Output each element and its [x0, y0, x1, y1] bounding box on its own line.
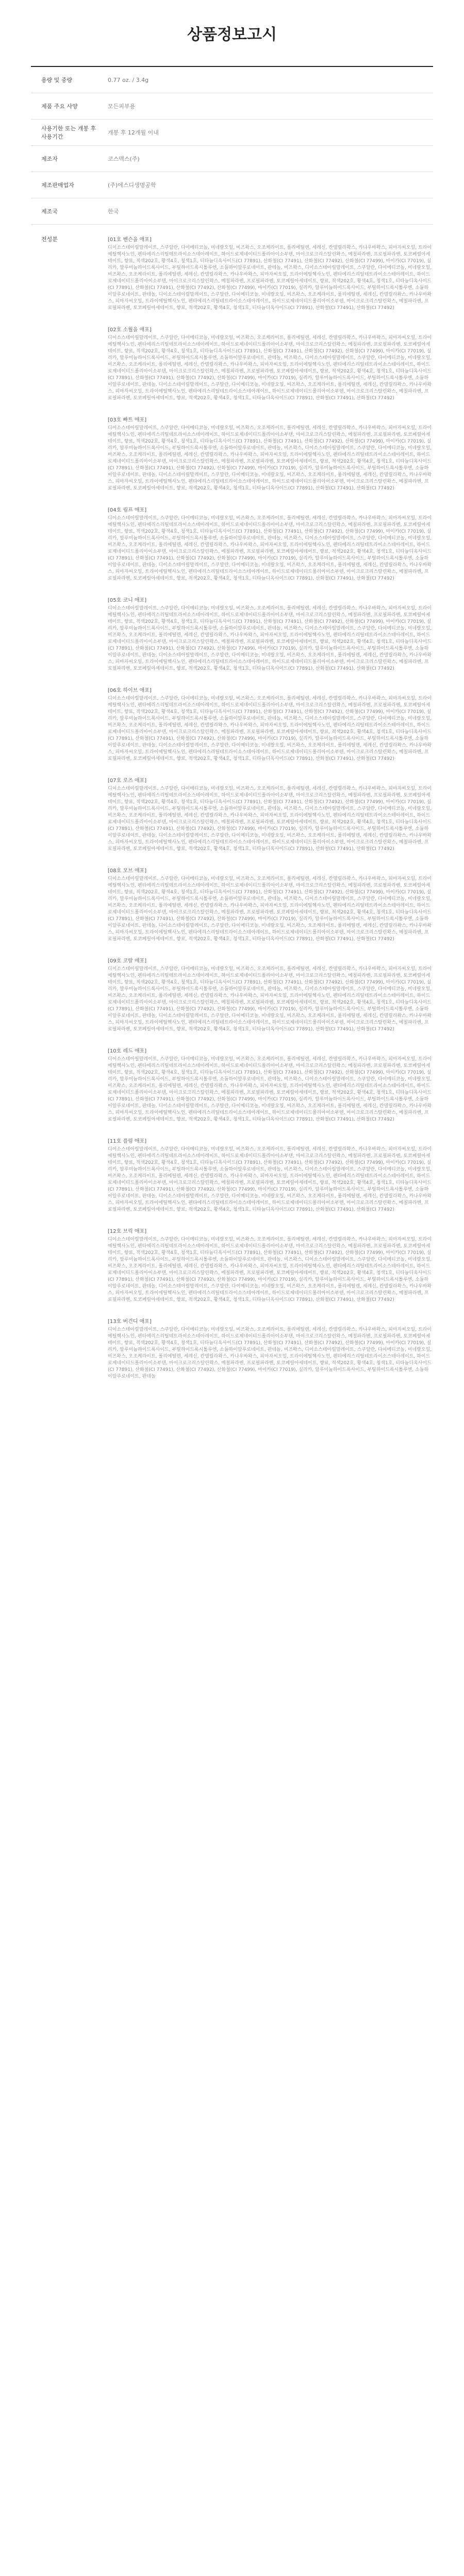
- ingredient-heading: [10호 레드 애포]: [108, 1048, 147, 1054]
- ingredient-body: 디이소스테아릴말레이트, 스쿠알란, 다이메티코놀, 미네랄오일, 비즈왁스, 오조케라이트, 폴리에틸렌, 세레신, 칸델릴라왁스, 카나우바왁스, 피마자씨오일, 트라이에틸헥사노인, 펜타에리스리틸테트라이소스테아레이트, 하이드로제네이티드폴리아이소부텐, 마이크로크리스탈린왁스, 메칠파라벤, 프로필파라벤, 토코페릴아세테이트, 향료, 적색202호, 황색4호, 청색1호, 티타늄디옥사이드(CI 77891), 산화철(CI 77491), 산화철(CI 77492), 산화철(CI 77499), 마이카(CI 77019), 실리카, 알루미늄하이드록사이드, 부틸하이드록시톨루엔, 소듐하이알루로네이트, 판테놀, 비즈왁스, 디이소스테아릴말레이트, 스쿠알란, 다이메티코놀, 미네랄오일, 비즈왁스, 오조케라이트, 폴리에틸렌, 세레신, 칸델릴라왁스, 카나우바왁스, 피마자씨오일, 트라이에틸헥사노인, 펜타에리스리틸테트라이소스테아레이트, 하이드로제네이티드폴리아이소부텐, 마이크로크리스탈린왁스, 메칠파라벤, 프로필파라벤, 토코페릴아세테이트, 향료, 적색202호, 황색4호, 청색1호, 티타늄디옥사이드(CI 77891), 산화철(CI 77491), 산화철(CI 77492), 산화철(CI 77499), 마이카(CI 77019), 실리카, 알루미늄하이드록사이드, 부틸하이드록시톨루엔, 소듐하이알루로네이트, 판테놀, 디이소스테아릴말레이트, 스쿠알란, 다이메티코놀, 미네랄오일, 비즈왁스, 오조케라이트, 폴리에틸렌, 세레신, 칸델릴라왁스, 카나우바왁스, 피마자씨오일, 트라이에틸헥사노인, 펜타에리스리틸테트라이소스테아레이트, 하이드로제네이티드폴리아이소부텐, 마이크로크리스탈린왁스, 메칠파라벤, 프로필파라벤, 토코페릴아세테이트, 향료, 적색202호, 황색4호, 청색1호, 티타늄디옥사이드(CI 77891), 산화철(CI 77491), 산화철(CI 77492): [108, 335, 432, 401]
- ingredient-section: [108, 235, 433, 312]
- ingredient-body: 디이소스테아릴말레이트, 스쿠알란, 다이메티코놀, 미네랄오일, 비즈왁스, 오조케라이트, 폴리에틸렌, 세레신, 칸델릴라왁스, 카나우바왁스, 피마자씨오일, 트라이에틸헥사노인, 펜타에리스리틸테트라이소스테아레이트, 하이드로제네이티드폴리아이소부텐, 마이크로크리스탈린왁스, 메칠파라벤, 프로필파라벤, 토코페릴아세테이트, 향료, 적색202호, 황색4호, 청색1호, 티타늄디옥사이드(CI 77891), 산화철(CI 77491), 산화철(CI 77492), 산화철(CI 77499), 마이카(CI 77019), 실리카, 알루미늄하이드록사이드, 부틸하이드록시톨루엔, 소듐하이알루로네이트, 판테놀, 비즈왁스, 디이소스테아릴말레이트, 스쿠알란, 다이메티코놀, 미네랄오일, 비즈왁스, 오조케라이트, 폴리에틸렌, 세레신, 칸델릴라왁스, 카나우바왁스, 피마자씨오일, 트라이에틸헥사노인, 펜타에리스리틸테트라이소스테아레이트, 하이드로제네이티드폴리아이소부텐, 마이크로크리스탈린왁스, 메칠파라벤, 프로필파라벤, 토코페릴아세테이트, 향료, 적색202호, 황색4호, 청색1호, 티타늄디옥사이드(CI 77891), 산화철(CI 77491), 산화철(CI 77492), 산화철(CI 77499), 마이카(CI 77019), 실리카, 알루미늄하이드록사이드, 부틸하이드록시톨루엔, 소듐하이알루로네이트, 판테놀, 디이소스테아릴말레이트, 스쿠알란, 다이메티코놀, 미네랄오일, 비즈왁스, 오조케라이트, 폴리에틸렌, 세레신, 칸델릴라왁스, 카나우바왁스, 피마자씨오일, 트라이에틸헥사노인, 펜타에리스리틸테트라이소스테아레이트, 하이드로제네이티드폴리아이소부텐, 마이크로크리스탈린왁스, 메칠파라벤, 프로필파라벤, 토코페릴아세테이트, 향료, 적색202호, 황색4호, 청색1호, 티타늄디옥사이드(CI 77891), 산화철(CI 77491), 산화철(CI 77492): [108, 786, 432, 852]
- ingredient-body: 디이소스테아릴말레이트, 스쿠알란, 다이메티코놀, 미네랄오일, 비즈왁스, 오조케라이트, 폴리에틸렌, 세레신, 칸델릴라왁스, 카나우바왁스, 피마자씨오일, 트라이에틸헥사노인, 펜타에리스리틸테트라이소스테아레이트, 하이드로제네이티드폴리아이소부텐, 마이크로크리스탈린왁스, 메칠파라벤, 프로필파라벤, 토코페릴아세테이트, 향료, 적색202호, 황색4호, 청색1호, 티타늄디옥사이드(CI 77891), 산화철(CI 77491), 산화철(CI 77492), 산화철(CI 77499), 마이카(CI 77019), 실리카, 알루미늄하이드록사이드, 부틸하이드록시톨루엔, 소듐하이알루로네이트, 판테놀, 비즈왁스, 디이소스테아릴말레이트, 스쿠알란, 다이메티코놀, 미네랄오일, 비즈왁스, 오조케라이트, 폴리에틸렌, 세레신, 칸델릴라왁스, 카나우바왁스, 피마자씨오일, 트라이에틸헥사노인, 펜타에리스리틸테트라이소스테아레이트, 하이드로제네이티드폴리아이소부텐, 마이크로크리스탈린왁스, 메칠파라벤, 프로필파라벤, 토코페릴아세테이트, 향료, 적색202호, 황색4호, 청색1호, 티타늄디옥사이드(CI 77891), 산화철(CI 77491), 산화철(CI 77492), 산화철(CI 77499), 마이카(CI 77019), 실리카, 알루미늄하이드록사이드, 부틸하이드록시톨루엔, 소듐하이알루로네이트, 판테놀, 디이소스테아릴말레이트, 스쿠알란, 다이메티코놀, 미네랄오일, 비즈왁스, 오조케라이트, 폴리에틸렌, 세레신, 칸델릴라왁스, 카나우바왁스, 피마자씨오일, 트라이에틸헥사노인, 펜타에리스리틸테트라이소스테아레이트, 하이드로제네이티드폴리아이소부텐, 마이크로크리스탈린왁스, 메칠파라벤, 프로필파라벤, 토코페릴아세테이트, 향료, 적색202호, 황색4호, 청색1호, 티타늄디옥사이드(CI 77891), 산화철(CI 77491), 산화철(CI 77492): [108, 516, 432, 581]
- ingredient-section: [108, 1227, 433, 1303]
- ingredient-body: 디이소스테아릴말레이트, 스쿠알란, 다이메티코놀, 미네랄오일, 비즈왁스, 오조케라이트, 폴리에틸렌, 세레신, 칸델릴라왁스, 카나우바왁스, 피마자씨오일, 트라이에틸헥사노인, 펜타에리스리틸테트라이소스테아레이트, 하이드로제네이티드폴리아이소부텐, 마이크로크리스탈린왁스, 메칠파라벤, 프로필파라벤, 토코페릴아세테이트, 향료, 적색202호, 황색4호, 청색1호, 티타늄디옥사이드(CI 77891), 산화철(CI 77491), 산화철(CI 77492), 산화철(CI 77499), 마이카(CI 77019), 실리카, 알루미늄하이드록사이드, 부틸하이드록시톨루엔, 소듐하이알루로네이트, 판테놀, 비즈왁스, 디이소스테아릴말레이트, 스쿠알란, 다이메티코놀, 미네랄오일, 비즈왁스, 오조케라이트, 폴리에틸렌, 세레신, 칸델릴라왁스, 카나우바왁스, 피마자씨오일, 트라이에틸헥사노인, 펜타에리스리틸테트라이소스테아레이트, 하이드로제네이티드폴리아이소부텐, 마이크로크리스탈린왁스, 메칠파라벤, 프로필파라벤, 토코페릴아세테이트, 향료, 적색202호, 황색4호, 청색1호, 티타늄디옥사이드(CI 77891), 산화철(CI 77491), 산화철(CI 77492), 산화철(CI 77499), 마이카(CI 77019), 실리카, 알루미늄하이드록사이드, 부틸하이드록시톨루엔, 소듐하이알루로네이트, 판테놀, 디이소스테아릴말레이트, 스쿠알란, 다이메티코놀, 미네랄오일, 비즈왁스, 오조케라이트, 폴리에틸렌, 세레신, 칸델릴라왁스, 카나우바왁스, 피마자씨오일, 트라이에틸헥사노인, 펜타에리스리틸테트라이소스테아레이트, 하이드로제네이티드폴리아이소부텐, 마이크로크리스탈린왁스, 메칠파라벤, 프로필파라벤, 토코페릴아세테이트, 향료, 적색202호, 황색4호, 청색1호, 티타늄디옥사이드(CI 77891), 산화철(CI 77491), 산화철(CI 77492): [108, 245, 432, 311]
- info-row-expiry: [31, 120, 433, 146]
- ingredient-body: 디이소스테아릴말레이트, 스쿠알란, 다이메티코놀, 미네랄오일, 비즈왁스, 오조케라이트, 폴리에틸렌, 세레신, 칸델릴라왁스, 카나우바왁스, 피마자씨오일, 트라이에틸헥사노인, 펜타에리스리틸테트라이소스테아레이트, 하이드로제네이티드폴리아이소부텐, 마이크로크리스탈린왁스, 메칠파라벤, 프로필파라벤, 토코페릴아세테이트, 향료, 적색202호, 황색4호, 청색1호, 티타늄디옥사이드(CI 77891), 산화철(CI 77491), 산화철(CI 77492), 산화철(CI 77499), 마이카(CI 77019), 실리카, 알루미늄하이드록사이드, 부틸하이드록시톨루엔, 소듐하이알루로네이트, 판테놀, 비즈왁스, 디이소스테아릴말레이트, 스쿠알란, 다이메티코놀, 미네랄오일, 비즈왁스, 오조케라이트, 폴리에틸렌, 세레신, 칸델릴라왁스, 카나우바왁스, 피마자씨오일, 트라이에틸헥사노인, 펜타에리스리틸테트라이소스테아레이트, 하이드로제네이티드폴리아이소부텐, 마이크로크리스탈린왁스, 메칠파라벤, 프로필파라벤, 토코페릴아세테이트, 향료, 적색202호, 황색4호, 청색1호, 티타늄디옥사이드(CI 77891), 산화철(CI 77491), 산화철(CI 77492), 산화철(CI 77499), 마이카(CI 77019), 실리카, 알루미늄하이드록사이드, 부틸하이드록시톨루엔, 소듐하이알루로네이트, 판테놀, 디이소스테아릴말레이트, 스쿠알란, 다이메티코놀, 미네랄오일, 비즈왁스, 오조케라이트, 폴리에틸렌, 세레신, 칸델릴라왁스, 카나우바왁스, 피마자씨오일, 트라이에틸헥사노인, 펜타에리스리틸테트라이소스테아레이트, 하이드로제네이티드폴리아이소부텐, 마이크로크리스탈린왁스, 메칠파라벤, 프로필파라벤, 토코페릴아세테이트, 향료, 적색202호, 황색4호, 청색1호, 티타늄디옥사이드(CI 77891), 산화철(CI 77491), 산화철(CI 77492): [108, 696, 432, 761]
- ingredient-heading: [02호 소월을 애포]: [108, 327, 152, 333]
- ingredient-section: [108, 866, 433, 943]
- info-row-seller: [31, 172, 433, 198]
- ingredient-heading: [05호 코니 애포]: [108, 598, 147, 603]
- ingredient-body: 디이소스테아릴말레이트, 스쿠알란, 다이메티코놀, 미네랄오일, 비즈왁스, 오조케라이트, 폴리에틸렌, 세레신, 칸델릴라왁스, 카나우바왁스, 피마자씨오일, 트라이에틸헥사노인, 펜타에리스리틸테트라이소스테아레이트, 하이드로제네이티드폴리아이소부텐, 마이크로크리스탈린왁스, 메칠파라벤, 프로필파라벤, 토코페릴아세테이트, 향료, 적색202호, 황색4호, 청색1호, 티타늄디옥사이드(CI 77891), 산화철(CI 77491), 산화철(CI 77492), 산화철(CI 77499), 마이카(CI 77019), 실리카, 알루미늄하이드록사이드, 부틸하이드록시톨루엔, 소듐하이알루로네이트, 판테놀, 비즈왁스, 디이소스테아릴말레이트, 스쿠알란, 다이메티코놀, 미네랄오일, 비즈왁스, 오조케라이트, 폴리에틸렌, 세레신, 칸델릴라왁스, 카나우바왁스, 피마자씨오일, 트라이에틸헥사노인, 펜타에리스리틸테트라이소스테아레이트, 하이드로제네이티드폴리아이소부텐, 마이크로크리스탈린왁스, 메칠파라벤, 프로필파라벤, 토코페릴아세테이트, 향료, 적색202호, 황색4호, 청색1호, 티타늄디옥사이드(CI 77891), 산화철(CI 77491), 산화철(CI 77492), 산화철(CI 77499), 마이카(CI 77019), 실리카, 알루미늄하이드록사이드, 부틸하이드록시톨루엔, 소듐하이알루로네이트, 판테놀, 디이소스테아릴말레이트, 스쿠알란, 다이메티코놀, 미네랄오일, 비즈왁스, 오조케라이트, 폴리에틸렌, 세레신, 칸델릴라왁스, 카나우바왁스, 피마자씨오일, 트라이에틸헥사노인, 펜타에리스리틸테트라이소스테아레이트, 하이드로제네이티드폴리아이소부텐, 마이크로크리스탈린왁스, 메칠파라벤, 프로필파라벤, 토코페릴아세테이트, 향료, 적색202호, 황색4호, 청색1호, 티타늄디옥사이드(CI 77891), 산화철(CI 77491), 산화철(CI 77492): [108, 1057, 432, 1122]
- ingredient-heading: [13호 버건디 애포]: [108, 1319, 152, 1325]
- ingredient-body: 디이소스테아릴말레이트, 스쿠알란, 다이메티코놀, 미네랄오일, 비즈왁스, 오조케라이트, 폴리에틸렌, 세레신, 칸델릴라왁스, 카나우바왁스, 피마자씨오일, 트라이에틸헥사노인, 펜타에리스리틸테트라이소스테아레이트, 하이드로제네이티드폴리아이소부텐, 마이크로크리스탈린왁스, 메칠파라벤, 프로필파라벤, 토코페릴아세테이트, 향료, 적색202호, 황색4호, 청색1호, 티타늄디옥사이드(CI 77891), 산화철(CI 77491), 산화철(CI 77492), 산화철(CI 77499), 마이카(CI 77019), 실리카, 알루미늄하이드록사이드, 부틸하이드록시톨루엔, 소듐하이알루로네이트, 판테놀, 비즈왁스, 디이소스테아릴말레이트, 스쿠알란, 다이메티코놀, 미네랄오일, 비즈왁스, 오조케라이트, 폴리에틸렌, 세레신, 칸델릴라왁스, 카나우바왁스, 피마자씨오일, 트라이에틸헥사노인, 펜타에리스리틸테트라이소스테아레이트, 하이드로제네이티드폴리아이소부텐, 마이크로크리스탈린왁스, 메칠파라벤, 프로필파라벤, 토코페릴아세테이트, 향료, 적색202호, 황색4호, 청색1호, 티타늄디옥사이드(CI 77891), 산화철(CI 77491), 산화철(CI 77492), 산화철(CI 77499), 마이카(CI 77019), 실리카, 알루미늄하이드록사이드, 부틸하이드록시톨루엔, 소듐하이알루로네이트, 판테놀, 디이소스테아릴말레이트, 스쿠알란, 다이메티코놀, 미네랄오일, 비즈왁스, 오조케라이트, 폴리에틸렌, 세레신, 칸델릴라왁스, 카나우바왁스, 피마자씨오일, 트라이에틸헥사노인, 펜타에리스리틸테트라이소스테아레이트, 하이드로제네이티드폴리아이소부텐, 마이크로크리스탈린왁스, 메칠파라벤, 프로필파라벤, 토코페릴아세테이트, 향료, 적색202호, 황색4호, 청색1호, 티타늄디옥사이드(CI 77891), 산화철(CI 77491), 산화철(CI 77492): [108, 1147, 432, 1212]
- ingredient-section: [108, 505, 433, 582]
- ingredients-list: [108, 235, 433, 2576]
- row-label: 제조판매업자: [31, 172, 102, 198]
- ingredient-section: [108, 686, 433, 762]
- row-value: 한국: [102, 198, 433, 225]
- ingredient-heading: [06호 하이브 애포]: [108, 688, 152, 693]
- ingredient-heading: [09호 코랄 애포]: [108, 958, 147, 964]
- row-value: 모든피부용: [102, 93, 433, 120]
- ingredient-heading: [01호 벤슨을 애포]: [108, 237, 152, 243]
- row-label: 용량 및 중량: [31, 67, 102, 93]
- ingredient-heading: [08호 모브 애포]: [108, 868, 147, 874]
- ingredient-section: [108, 776, 433, 853]
- info-row-capacity: [31, 67, 433, 93]
- row-label: 제조자: [31, 146, 102, 172]
- ingredient-body: 디이소스테아릴말레이트, 스쿠알란, 다이메티코놀, 미네랄오일, 비즈왁스, 오조케라이트, 폴리에틸렌, 세레신, 칸델릴라왁스, 카나우바왁스, 피마자씨오일, 트라이에틸헥사노인, 펜타에리스리틸테트라이소스테아레이트, 하이드로제네이티드폴리아이소부텐, 마이크로크리스탈린왁스, 메칠파라벤, 프로필파라벤, 토코페릴아세테이트, 향료, 적색202호, 황색4호, 청색1호, 티타늄디옥사이드(CI 77891), 산화철(CI 77491), 산화철(CI 77492), 산화철(CI 77499), 마이카(CI 77019), 실리카, 알루미늄하이드록사이드, 부틸하이드록시톨루엔, 소듐하이알루로네이트, 판테놀, 비즈왁스, 디이소스테아릴말레이트, 스쿠알란, 다이메티코놀, 미네랄오일, 비즈왁스, 오조케라이트, 폴리에틸렌, 세레신, 칸델릴라왁스, 카나우바왁스, 피마자씨오일, 트라이에틸헥사노인, 펜타에리스리틸테트라이소스테아레이트, 하이드로제네이티드폴리아이소부텐, 마이크로크리스탈린왁스, 메칠파라벤, 프로필파라벤, 토코페릴아세테이트, 향료, 적색202호, 황색4호, 청색1호, 티타늄디옥사이드(CI 77891), 산화철(CI 77491), 산화철(CI 77492), 산화철(CI 77499), 마이카(CI 77019), 실리카, 알루미늄하이드록사이드, 부틸하이드록시톨루엔, 소듐하이알루로네이트, 판테놀, 디이소스테아릴말레이트, 스쿠알란, 다이메티코놀, 미네랄오일, 비즈왁스, 오조케라이트, 폴리에틸렌, 세레신, 칸델릴라왁스, 카나우바왁스, 피마자씨오일, 트라이에틸헥사노인, 펜타에리스리틸테트라이소스테아레이트, 하이드로제네이티드폴리아이소부텐, 마이크로크리스탈린왁스, 메칠파라벤, 프로필파라벤, 토코페릴아세테이트, 향료, 적색202호, 황색4호, 청색1호, 티타늄디옥사이드(CI 77891), 산화철(CI 77491), 산화철(CI 77492): [108, 876, 432, 942]
- row-value: 0.77 oz. / 3.4g: [102, 67, 433, 93]
- ingredient-section: [108, 596, 433, 672]
- ingredient-section: [108, 415, 433, 492]
- ingredient-heading: [04호 림프 애포]: [108, 507, 147, 513]
- row-label: 제조국: [31, 198, 102, 225]
- info-row-ingredients: [31, 225, 433, 2576]
- ingredient-heading: [07호 로즈 애포]: [108, 778, 147, 784]
- ingredient-body: 디이소스테아릴말레이트, 스쿠알란, 다이메티코놀, 미네랄오일, 비즈왁스, 오조케라이트, 폴리에틸렌, 세레신, 칸델릴라왁스, 카나우바왁스, 피마자씨오일, 트라이에틸헥사노인, 펜타에리스리틸테트라이소스테아레이트, 하이드로제네이티드폴리아이소부텐, 마이크로크리스탈린왁스, 메칠파라벤, 프로필파라벤, 토코페릴아세테이트, 향료, 적색202호, 황색4호, 청색1호, 티타늄디옥사이드(CI 77891), 산화철(CI 77491), 산화철(CI 77492), 산화철(CI 77499), 마이카(CI 77019), 실리카, 알루미늄하이드록사이드, 부틸하이드록시톨루엔, 소듐하이알루로네이트, 판테놀, 비즈왁스, 디이소스테아릴말레이트, 스쿠알란, 다이메티코놀, 미네랄오일, 비즈왁스, 오조케라이트, 폴리에틸렌, 세레신, 칸델릴라왁스, 카나우바왁스, 피마자씨오일, 트라이에틸헥사노인, 펜타에리스리틸테트라이소스테아레이트, 하이드로제네이티드폴리아이소부텐, 마이크로크리스탈린왁스, 메칠파라벤, 프로필파라벤, 토코페릴아세테이트, 향료, 적색202호, 황색4호, 청색1호, 티타늄디옥사이드(CI 77891), 산화철(CI 77491), 산화철(CI 77492), 산화철(CI 77499), 마이카(CI 77019), 실리카, 알루미늄하이드록사이드, 부틸하이드록시톨루엔, 소듐하이알루로네이트, 판테놀, 디이소스테아릴말레이트, 스쿠알란, 다이메티코놀, 미네랄오일, 비즈왁스, 오조케라이트, 폴리에틸렌, 세레신, 칸델릴라왁스, 카나우바왁스, 피마자씨오일, 트라이에틸헥사노인, 펜타에리스리틸테트라이소스테아레이트, 하이드로제네이티드폴리아이소부텐, 마이크로크리스탈린왁스, 메칠파라벤, 프로필파라벤, 토코페릴아세테이트, 향료, 적색202호, 황색4호, 청색1호, 티타늄디옥사이드(CI 77891), 산화철(CI 77491), 산화철(CI 77492): [108, 606, 432, 671]
- info-row-country: [31, 198, 433, 225]
- ingredient-section: [108, 325, 433, 402]
- ingredient-section: [108, 1317, 433, 1380]
- ingredient-body: 디이소스테아릴말레이트, 스쿠알란, 다이메티코놀, 미네랄오일, 비즈왁스, 오조케라이트, 폴리에틸렌, 세레신, 칸델릴라왁스, 카나우바왁스, 피마자씨오일, 트라이에틸헥사노인, 펜타에리스리틸테트라이소스테아레이트, 하이드로제네이티드폴리아이소부텐, 마이크로크리스탈린왁스, 메칠파라벤, 프로필파라벤, 토코페릴아세테이트, 향료, 적색202호, 황색4호, 청색1호, 티타늄디옥사이드(CI 77891), 산화철(CI 77491), 산화철(CI 77492), 산화철(CI 77499), 마이카(CI 77019), 실리카, 알루미늄하이드록사이드, 부틸하이드록시톨루엔, 소듐하이알루로네이트, 판테놀, 비즈왁스, 디이소스테아릴말레이트, 스쿠알란, 다이메티코놀, 미네랄오일, 비즈왁스, 오조케라이트, 폴리에틸렌, 세레신, 칸델릴라왁스, 카나우바왁스, 피마자씨오일, 트라이에틸헥사노인, 펜타에리스리틸테트라이소스테아레이트, 하이드로제네이티드폴리아이소부텐, 마이크로크리스탈린왁스, 메칠파라벤, 프로필파라벤, 토코페릴아세테이트, 향료, 적색202호, 황색4호, 청색1호, 티타늄디옥사이드(CI 77891), 산화철(CI 77491), 산화철(CI 77492), 산화철(CI 77499), 마이카(CI 77019), 실리카, 알루미늄하이드록사이드, 부틸하이드록시톨루엔, 소듐하이알루로네이트, 판테놀, 디이소스테아릴말레이트, 스쿠알란, 다이메티코놀, 미네랄오일, 비즈왁스, 오조케라이트, 폴리에틸렌, 세레신, 칸델릴라왁스, 카나우바왁스, 피마자씨오일, 트라이에틸헥사노인, 펜타에리스리틸테트라이소스테아레이트, 하이드로제네이티드폴리아이소부텐, 마이크로크리스탈린왁스, 메칠파라벤, 프로필파라벤, 토코페릴아세테이트, 향료, 적색202호, 황색4호, 청색1호, 티타늄디옥사이드(CI 77891), 산화철(CI 77491), 산화철(CI 77492): [108, 426, 432, 491]
- ingredient-body: 디이소스테아릴말레이트, 스쿠알란, 다이메티코놀, 미네랄오일, 비즈왁스, 오조케라이트, 폴리에틸렌, 세레신, 칸델릴라왁스, 카나우바왁스, 피마자씨오일, 트라이에틸헥사노인, 펜타에리스리틸테트라이소스테아레이트, 하이드로제네이티드폴리아이소부텐, 마이크로크리스탈린왁스, 메칠파라벤, 프로필파라벤, 토코페릴아세테이트, 향료, 적색202호, 황색4호, 청색1호, 티타늄디옥사이드(CI 77891), 산화철(CI 77491), 산화철(CI 77492), 산화철(CI 77499), 마이카(CI 77019), 실리카, 알루미늄하이드록사이드, 부틸하이드록시톨루엔, 소듐하이알루로네이트, 판테놀, 비즈왁스, 디이소스테아릴말레이트, 스쿠알란, 다이메티코놀, 미네랄오일, 비즈왁스, 오조케라이트, 폴리에틸렌, 세레신, 칸델릴라왁스, 카나우바왁스, 피마자씨오일, 트라이에틸헥사노인, 펜타에리스리틸테트라이소스테아레이트, 하이드로제네이티드폴리아이소부텐, 마이크로크리스탈린왁스, 메칠파라벤, 프로필파라벤, 토코페릴아세테이트, 향료, 적색202호, 황색4호, 청색1호, 티타늄디옥사이드(CI 77891), 산화철(CI 77491), 산화철(CI 77492), 산화철(CI 77499), 마이카(CI 77019), 실리카, 알루미늄하이드록사이드, 부틸하이드록시톨루엔, 소듐하이알루로네이트, 판테놀, 디이소스테아릴말레이트, 스쿠알란, 다이메티코놀, 미네랄오일, 비즈왁스, 오조케라이트, 폴리에틸렌, 세레신, 칸델릴라왁스, 카나우바왁스, 피마자씨오일, 트라이에틸헥사노인, 펜타에리스리틸테트라이소스테아레이트, 하이드로제네이티드폴리아이소부텐, 마이크로크리스탈린왁스, 메칠파라벤, 프로필파라벤, 토코페릴아세테이트, 향료, 적색202호, 황색4호, 청색1호, 티타늄디옥사이드(CI 77891), 산화철(CI 77491), 산화철(CI 77492): [108, 967, 432, 1032]
- ingredient-section: [108, 1137, 433, 1213]
- ingredient-heading: [12호 브릭 애포]: [108, 1229, 147, 1234]
- info-row-spec: [31, 93, 433, 120]
- ingredient-section: [108, 956, 433, 1033]
- product-info-table: [31, 67, 433, 2576]
- ingredient-heading: [11호 플럼 애포]: [108, 1139, 147, 1144]
- ingredient-section: [108, 1046, 433, 1123]
- ingredient-body: 디이소스테아릴말레이트, 스쿠알란, 다이메티코놀, 미네랄오일, 비즈왁스, 오조케라이트, 폴리에틸렌, 세레신, 칸델릴라왁스, 카나우바왁스, 피마자씨오일, 트라이에틸헥사노인, 펜타에리스리틸테트라이소스테아레이트, 하이드로제네이티드폴리아이소부텐, 마이크로크리스탈린왁스, 메칠파라벤, 프로필파라벤, 토코페릴아세테이트, 향료, 적색202호, 황색4호, 청색1호, 티타늄디옥사이드(CI 77891), 산화철(CI 77491), 산화철(CI 77492), 산화철(CI 77499), 마이카(CI 77019), 실리카, 알루미늄하이드록사이드, 부틸하이드록시톨루엔, 소듐하이알루로네이트, 판테놀, 비즈왁스, 디이소스테아릴말레이트, 스쿠알란, 다이메티코놀, 미네랄오일, 비즈왁스, 오조케라이트, 폴리에틸렌, 세레신, 칸델릴라왁스, 카나우바왁스, 피마자씨오일, 트라이에틸헥사노인, 펜타에리스리틸테트라이소스테아레이트, 하이드로제네이티드폴리아이소부텐, 마이크로크리스탈린왁스, 메칠파라벤, 프로필파라벤, 토코페릴아세테이트, 향료, 적색202호, 황색4호, 청색1호, 티타늄디옥사이드(CI 77891), 산화철(CI 77491), 산화철(CI 77492), 산화철(CI 77499), 마이카(CI 77019), 실리카, 알루미늄하이드록사이드, 부틸하이드록시톨루엔, 소듐하이알루로네이트, 판테놀, 디이소스테아릴말레이트, 스쿠알란, 다이메티코놀, 미네랄오일, 비즈왁스, 오조케라이트, 폴리에틸렌, 세레신, 칸델릴라왁스, 카나우바왁스, 피마자씨오일, 트라이에틸헥사노인, 펜타에리스리틸테트라이소스테아레이트, 하이드로제네이티드폴리아이소부텐, 마이크로크리스탈린왁스, 메칠파라벤, 프로필파라벤, 토코페릴아세테이트, 향료, 적색202호, 황색4호, 청색1호, 티타늄디옥사이드(CI 77891), 산화철(CI 77491), 산화철(CI 77492): [108, 1237, 432, 1302]
- row-value: 개봉 후 12개월 이내: [102, 120, 433, 146]
- ingredient-heading: [03호 빠트 애포]: [108, 417, 147, 423]
- row-value: 코스맥스(주): [102, 146, 433, 172]
- row-label: 전성분: [31, 225, 102, 2576]
- ingredients-cell: [102, 225, 433, 2576]
- page-title: 상품정보고시: [187, 26, 277, 44]
- row-label: 제품 주요 사양: [31, 93, 102, 120]
- row-label: 사용기한 또는 개봉 후 사용기간: [31, 120, 102, 146]
- ingredient-body: 디이소스테아릴말레이트, 스쿠알란, 다이메티코놀, 미네랄오일, 비즈왁스, 오조케라이트, 폴리에틸렌, 세레신, 칸델릴라왁스, 카나우바왁스, 피마자씨오일, 트라이에틸헥사노인, 펜타에리스리틸테트라이소스테아레이트, 하이드로제네이티드폴리아이소부텐, 마이크로크리스탈린왁스, 메칠파라벤, 프로필파라벤, 토코페릴아세테이트, 향료, 적색202호, 황색4호, 청색1호, 티타늄디옥사이드(CI 77891), 산화철(CI 77491), 산화철(CI 77492), 산화철(CI 77499), 마이카(CI 77019), 실리카, 알루미늄하이드록사이드, 부틸하이드록시톨루엔, 소듐하이알루로네이트, 판테놀, 비즈왁스, 디이소스테아릴말레이트, 스쿠알란, 다이메티코놀, 미네랄오일, 비즈왁스, 오조케라이트, 폴리에틸렌, 세레신, 칸델릴라왁스, 카나우바왁스, 피마자씨오일, 트라이에틸헥사노인, 펜타에리스리틸테트라이소스테아레이트, 하이드로제네이티드폴리아이소부텐, 마이크로크리스탈린왁스, 메칠파라벤, 프로필파라벤, 토코페릴아세테이트, 향료, 적색202호, 황색4호, 청색1호, 티타늄디옥사이드(CI 77891), 산화철(CI 77491), 산화철(CI 77492), 산화철(CI 77499), 마이카(CI 77019), 실리카, 알루미늄하이드록사이드, 부틸하이드록시톨루엔, 소듐하이알루로네이트, 판테놀: [108, 1327, 432, 1379]
- info-row-manufacturer: [31, 146, 433, 172]
- row-value: (주)에스디생명공학: [102, 172, 433, 198]
